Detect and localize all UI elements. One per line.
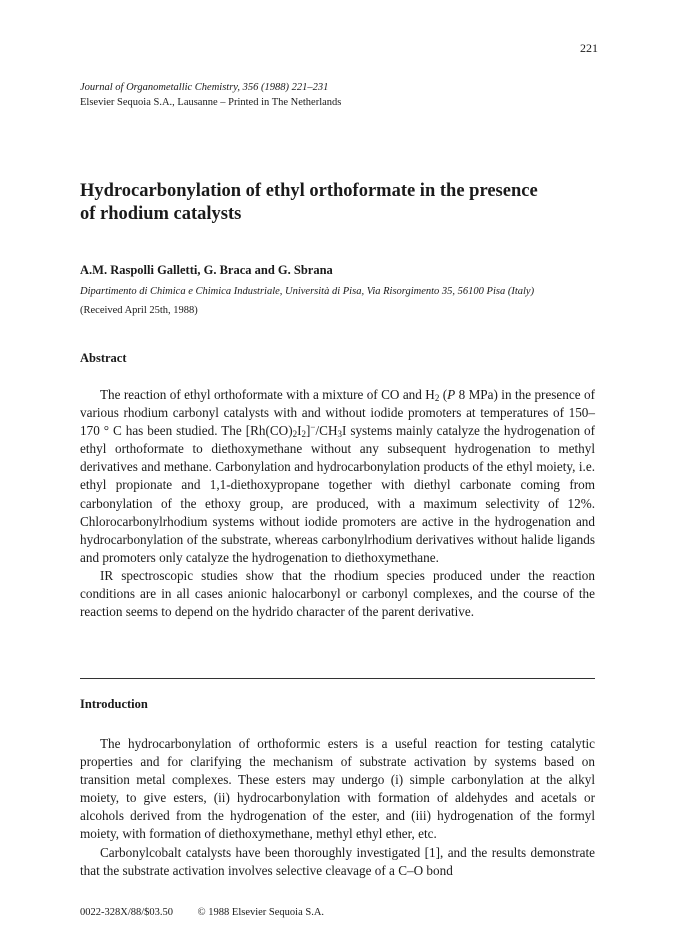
authors: A.M. Raspolli Galletti, G. Braca and G. Sbrana xyxy=(80,263,333,277)
abstract-text-segment: The reaction of ethyl orthoformate with a mixture of CO and H xyxy=(100,387,435,402)
introduction-heading: Introduction xyxy=(80,697,148,711)
journal-citation xyxy=(80,80,341,110)
superscript: − xyxy=(310,422,316,433)
subscript: 2 xyxy=(301,429,306,440)
abstract-text-segment: I systems mainly catalyze the hydrogenation of ethyl orthoformate to diethoxymethane without any subsequent hydrogenation to methyl derivatives and methane. Carbonylation and hydrocarbonylation products of the ethyl moiety, i.e. ethyl propionate and 1,1-diethoxypropane together with diethyl carbonate coming from carbonylation of the ethoxy group, are produced, with a maximum selectivity of 12%. Chlorocarbonylrhodium systems without iodide promoters are active in the hydrogenation and hydrocarbonylation of the substrate, whereas carbonylrhodium derivatives without halide ligands and promoters only catalyze the hydrogenation to diethoxymethane. xyxy=(80,423,595,565)
footer xyxy=(80,907,346,918)
abstract-text-segment: I xyxy=(297,423,302,439)
abstract-text-segment: ] xyxy=(306,423,311,439)
issn-price-code: 0022-328X/88/$03.50 xyxy=(80,907,174,918)
subscript: 2 xyxy=(292,429,298,440)
article-title xyxy=(80,180,610,226)
received-date: (Received April 25th, 1988) xyxy=(80,305,198,316)
introduction-paragraph-2: Carbonylcobalt catalysts have been thoroughly investigated [1], and the results demonstrate that the substrate activation involves selective cleavage of a C–O bond xyxy=(80,844,595,878)
journal-name-line: Journal of Organometallic Chemistry, 356 (1988) 221–231 xyxy=(80,82,329,93)
subscript: 3 xyxy=(337,429,342,440)
pressure-symbol: P xyxy=(447,387,456,402)
abstract-divider xyxy=(80,678,595,679)
title-line-1: Hydrocarbonylation of ethyl orthoformate in the presence xyxy=(80,181,538,201)
abstract-paragraph-1 xyxy=(80,386,595,567)
publisher-line: Elsevier Sequoia S.A., Lausanne – Printed in The Netherlands xyxy=(80,97,342,108)
abstract-body xyxy=(80,386,595,621)
abstract-text-segment: /CH xyxy=(315,423,338,439)
abstract-text-segment: ( xyxy=(439,387,448,402)
title-line-2: of rhodium catalysts xyxy=(80,204,242,224)
subscript: 2 xyxy=(434,393,440,403)
abstract-paragraph-2: IR spectroscopic studies show that the rhodium species produced under the reaction conditions are in all cases anionic halocarbonyl or carbonyl complexes, and the course of the reaction seems to depend on the hydrido character of the parent derivative. xyxy=(80,567,595,620)
introduction-paragraph-1: The hydrocarbonylation of orthoformic esters is a useful reaction for testing catalytic properties and for clarifying the mechanism of substrate activation by systems based on transition metal complexes. These esters may undergo (i) simple carbonylation at the alkyl moiety, to give esters, (ii) hydrocarbonylation with formation of aldehydes and acetals or alcohols derived from the hydrogenation of the ester, and (iii) hydrogenation of the formyl moiety, with formation of diethoxymethane, methyl ethyl ether, etc. xyxy=(80,736,595,842)
abstract-heading: Abstract xyxy=(80,351,127,365)
abstract-text-segment: 8 MPa) in the presence of various rhodium carbonyl catalysts with and without iodide promoters at temperatures of 150–170 ° C has been studied. The [Rh(CO) xyxy=(80,387,595,439)
affiliation: Dipartimento di Chimica e Chimica Industriale, Università di Pisa, Via Risorgimento 35, 56100 Pisa (Italy) xyxy=(80,286,535,297)
page-number: 221 xyxy=(580,41,598,55)
copyright-notice: © 1988 Elsevier Sequoia S.A. xyxy=(197,907,325,918)
introduction-body xyxy=(80,735,595,880)
